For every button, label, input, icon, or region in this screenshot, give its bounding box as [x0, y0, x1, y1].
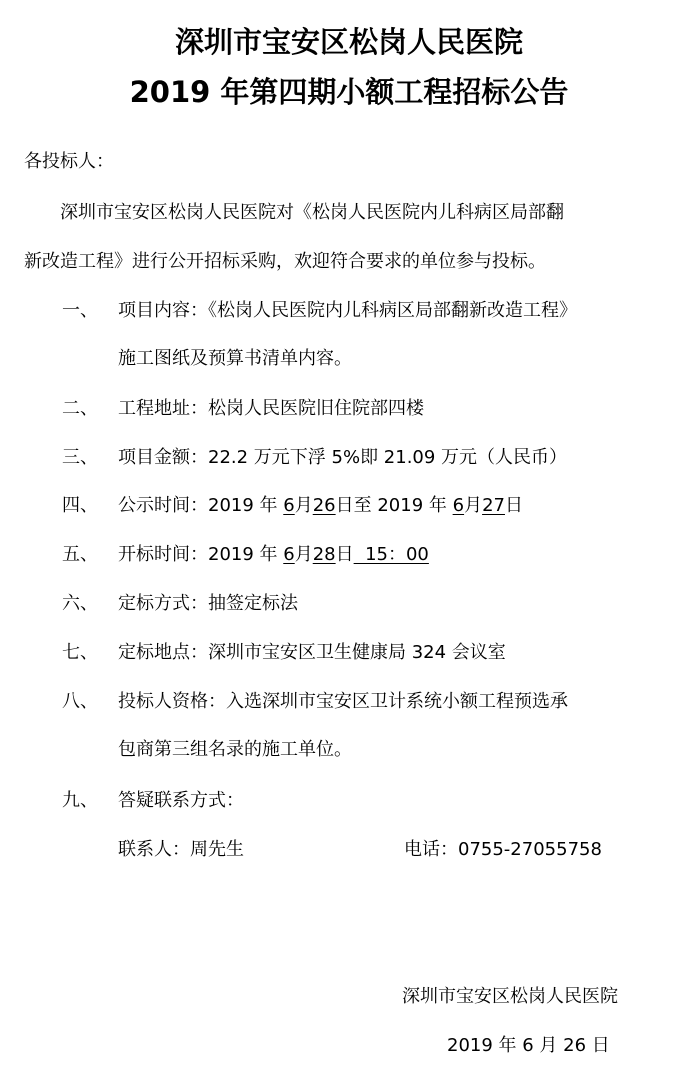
salutation: 各投标人：: [24, 151, 114, 172]
intro-line-1: 深圳市宝安区松岗人民医院对《松岗人民医院内儿科病区局部翻: [60, 202, 564, 223]
publicity-start-month: 6: [283, 495, 295, 516]
item-number: 四、: [62, 495, 98, 516]
item-project-content-line-1: 项目内容：《松岗人民医院内儿科病区局部翻新改造工程》: [118, 300, 577, 321]
publicity-start-day: 26: [312, 495, 336, 516]
bid-opening-month-unit: 月: [294, 544, 313, 565]
item-bid-opening-time: [118, 543, 429, 567]
bid-opening-day-unit: 日: [335, 544, 354, 565]
item-number: 三、: [62, 447, 98, 468]
item-award-location: 定标地点：深圳市宝安区卫生健康局 324 会议室: [118, 642, 506, 663]
item-number: 六、: [62, 593, 98, 614]
intro-line-2: 新改造工程》进行公开招标采购，欢迎符合要求的单位参与投标。: [24, 251, 546, 272]
bid-opening-clock: 15：00: [353, 544, 429, 565]
item-number: 七、: [62, 642, 98, 663]
publicity-end-month-unit: 月: [464, 495, 483, 516]
item-project-address: 工程地址：松岗人民医院旧住院部四楼: [118, 398, 424, 419]
contact-person: 联系人：周先生: [118, 839, 244, 860]
signature-organization: 深圳市宝安区松岗人民医院: [402, 986, 618, 1007]
publicity-end-year: 2019 年: [377, 495, 447, 516]
publicity-start-year: 2019 年: [208, 495, 278, 516]
publicity-end-month: 6: [452, 495, 465, 516]
item-number: 一、: [62, 300, 98, 321]
item-number: 八、: [62, 691, 98, 712]
item-project-amount: 项目金额：22.2 万元下浮 5%即 21.09 万元（人民币）: [118, 447, 568, 468]
item-number: 二、: [62, 398, 98, 419]
item-number: 五、: [62, 544, 98, 565]
contact-phone: 电话：0755-27055758: [404, 839, 602, 860]
item-number: 九、: [62, 790, 98, 811]
publicity-end-day-unit: 日: [504, 495, 523, 516]
item-inquiry-contact: 答疑联系方式：: [118, 790, 244, 811]
publicity-time-label: 公示时间：: [118, 495, 208, 516]
publicity-start-day-unit: 日至: [335, 495, 372, 516]
bid-opening-year: 2019 年: [208, 544, 278, 565]
bid-opening-day: 28: [312, 544, 336, 565]
title-announcement: 2019 年第四期小额工程招标公告: [129, 75, 569, 109]
publicity-start-month-unit: 月: [294, 495, 313, 516]
bid-opening-label: 开标时间：: [118, 544, 208, 565]
signature-date: 2019 年 6 月 26 日: [447, 1035, 610, 1056]
bid-opening-month: 6: [283, 544, 295, 565]
item-project-content-line-2: 施工图纸及预算书清单内容。: [118, 348, 352, 369]
title-hospital: 深圳市宝安区松岗人民医院: [174, 25, 523, 59]
item-award-method: 定标方式：抽签定标法: [118, 593, 298, 614]
publicity-end-day: 27: [482, 495, 505, 516]
item-bidder-qualification-line-1: 投标人资格：入选深圳市宝安区卫计系统小额工程预选承: [118, 691, 568, 712]
item-publicity-time: [118, 494, 523, 518]
item-bidder-qualification-line-2: 包商第三组名录的施工单位。: [118, 739, 352, 760]
